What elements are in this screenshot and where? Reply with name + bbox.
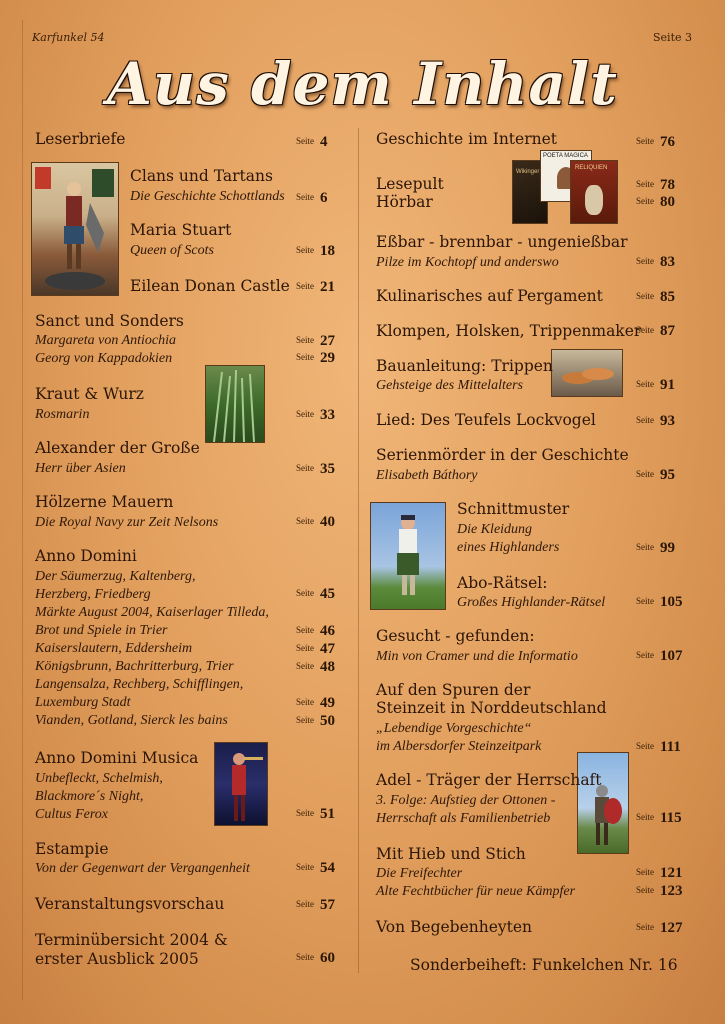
toc-line: Brot und Spiele in Trier [35, 623, 168, 638]
toc-page: Seite 121 [636, 865, 683, 881]
toc-sub-abo-raetsel: Großes Highlander-Rätsel [457, 595, 606, 610]
toc-line: Die Kleidung [457, 522, 533, 537]
rosemary-image [205, 365, 265, 443]
toc-line: Herzberg, Friedberg [35, 587, 151, 602]
toc-page: Seite 46 [296, 623, 335, 639]
toc-page: Seite 47 [296, 641, 335, 657]
page-title: Aus dem Inhalt [107, 50, 618, 118]
toc-title-eilean-donan[interactable]: Eilean Donan Castle [130, 277, 290, 295]
toc-page-kulinarisches: Seite 85 [636, 289, 675, 305]
column-divider [358, 128, 359, 973]
toc-page-clans: Seite 6 [296, 190, 328, 206]
toc-title-kulinarisches[interactable]: Kulinarisches auf Pergament [376, 287, 603, 305]
book-cover-reliquien: RELIQUIEN [570, 160, 618, 224]
toc-title-internet[interactable]: Geschichte im Internet [376, 130, 558, 148]
toc-page: Seite 45 [296, 586, 335, 602]
toc-title-gesucht[interactable]: Gesucht - gefunden: [376, 627, 535, 645]
toc-page-bauanleitung: Seite 91 [636, 377, 675, 393]
toc-sub-essbar: Pilze im Kochtopf und anderswo [376, 255, 559, 270]
trippen-image [551, 349, 623, 397]
toc-page: Seite 50 [296, 713, 335, 729]
toc-line: Georg von Kappadokien [35, 351, 173, 366]
toc-title-leserbriefe[interactable]: Leserbriefe [35, 130, 126, 148]
toc-title-lesepult[interactable]: Lesepult [376, 175, 444, 193]
noble-warrior-image [577, 752, 629, 854]
toc-page: Seite 48 [296, 659, 335, 675]
toc-title-steinzeit[interactable]: Auf den Spuren der [376, 681, 531, 699]
toc-page: Seite 115 [636, 810, 682, 826]
toc-title-terminuebersicht[interactable]: Terminübersicht 2004 & [35, 931, 228, 949]
toc-title-terminuebersicht-2[interactable]: erster Ausblick 2005 [35, 950, 199, 968]
toc-line: Die Freifechter [376, 866, 463, 881]
toc-line: Unbefleckt, Schelmish, [35, 771, 163, 786]
book-cover-wikinger: Wikinger [512, 160, 548, 224]
toc-title-veranstaltungsvorschau[interactable]: Veranstaltungsvorschau [35, 895, 225, 913]
toc-line: „Lebendige Vorgeschichte“ [376, 721, 532, 736]
toc-page-eilean-donan: Seite 21 [296, 279, 335, 295]
toc-line: im Albersdorfer Steinzeitpark [376, 739, 542, 754]
toc-page-gesucht: Seite 107 [636, 648, 683, 664]
toc-page-terminuebersicht: Seite 60 [296, 950, 335, 966]
toc-title-lied[interactable]: Lied: Des Teufels Lockvogel [376, 411, 596, 429]
page-number: Seite 3 [653, 31, 692, 44]
toc-sub-hoelzerne-mauern: Die Royal Navy zur Zeit Nelsons [35, 515, 219, 530]
toc-page: Seite 51 [296, 806, 335, 822]
toc-sub-maria-stuart: Queen of Scots [130, 243, 214, 258]
toc-page: Seite 123 [636, 883, 683, 899]
toc-title-hoerbar[interactable]: Hörbar [376, 193, 433, 211]
toc-title-bauanleitung[interactable]: Bauanleitung: Trippen [376, 357, 553, 375]
toc-page-hoelzerne-mauern: Seite 40 [296, 514, 335, 530]
toc-sub-alexander: Herr über Asien [35, 461, 126, 476]
toc-page-maria-stuart: Seite 18 [296, 243, 335, 259]
toc-page-abo-raetsel: Seite 105 [636, 594, 683, 610]
clan-warrior-image [31, 162, 119, 296]
toc-line: Blackmore´s Night, [35, 789, 144, 804]
toc-sub-clans: Die Geschichte Schottlands [130, 189, 285, 204]
toc-page: Seite 49 [296, 695, 335, 711]
toc-title-adel[interactable]: Adel - Träger der Herrschaft [376, 771, 602, 789]
toc-title-estampie[interactable]: Estampie [35, 840, 109, 858]
toc-line: 3. Folge: Aufstieg der Ottonen - [376, 793, 556, 808]
toc-title-abo-raetsel[interactable]: Abo-Rätsel: [457, 574, 548, 592]
toc-line: Märkte August 2004, Kaiserlager Tilleda, [35, 605, 269, 620]
toc-title-schnittmuster[interactable]: Schnittmuster [457, 500, 570, 518]
toc-page-essbar: Seite 83 [636, 254, 675, 270]
toc-title-hoelzerne-mauern[interactable]: Hölzerne Mauern [35, 493, 174, 511]
toc-sub-bauanleitung: Gehsteige des Mittelalters [376, 378, 523, 393]
toc-line: eines Highlanders [457, 540, 560, 555]
toc-page-estampie: Seite 54 [296, 860, 335, 876]
toc-page: Seite 29 [296, 350, 335, 366]
toc-page: Seite 99 [636, 540, 675, 556]
toc-line: Königsbrunn, Bachritterburg, Trier [35, 659, 234, 674]
toc-page-alexander: Seite 35 [296, 461, 335, 477]
toc-title-essbar[interactable]: Eßbar - brennbar - ungenießbar [376, 233, 628, 251]
toc-line: Alte Fechtbücher für neue Kämpfer [376, 884, 576, 899]
toc-line: Luxemburg Stadt [35, 695, 131, 710]
toc-title-begebenheyten[interactable]: Von Begebenheyten [376, 918, 533, 936]
toc-line: Langensalza, Rechberg, Schifflingen, [35, 677, 244, 692]
toc-line: Kaiserslautern, Eddersheim [35, 641, 193, 656]
toc-title-alexander[interactable]: Alexander der Große [35, 439, 200, 457]
magazine-name: Karfunkel 54 [32, 31, 105, 44]
toc-title-hieb-und-stich[interactable]: Mit Hieb und Stich [376, 845, 526, 863]
toc-line: Vianden, Gotland, Sierck les bains [35, 713, 228, 728]
toc-sub-gesucht: Min von Cramer und die Informatio [376, 649, 578, 664]
toc-page-klompen: Seite 87 [636, 323, 675, 339]
musician-image [214, 742, 268, 826]
toc-sub-kraut: Rosmarin [35, 407, 90, 422]
toc-page-veranstaltungsvorschau: Seite 57 [296, 897, 335, 913]
toc-sub-serienmoerder: Elisabeth Báthory [376, 468, 478, 483]
toc-title-kraut-und-wurz[interactable]: Kraut & Wurz [35, 385, 144, 403]
toc-page-lied: Seite 93 [636, 413, 675, 429]
toc-title-anno-domini[interactable]: Anno Domini [35, 547, 137, 565]
toc-title-serienmoerder[interactable]: Serienmörder in der Geschichte [376, 446, 629, 464]
toc-page-internet: Seite 76 [636, 134, 675, 150]
special-supplement-note: Sonderbeiheft: Funkelchen Nr. 16 [410, 956, 678, 974]
toc-page-serienmoerder: Seite 95 [636, 467, 675, 483]
toc-line: Der Säumerzug, Kaltenberg, [35, 569, 196, 584]
toc-title-steinzeit-2[interactable]: Steinzeit in Norddeutschland [376, 699, 607, 717]
toc-title-anno-domini-musica[interactable]: Anno Domini Musica [35, 749, 199, 767]
toc-title-clans[interactable]: Clans und Tartans [130, 167, 273, 185]
toc-page-lesepult: Seite 78 [636, 177, 675, 193]
toc-page-kraut: Seite 33 [296, 407, 335, 423]
toc-title-sanct-und-sonders[interactable]: Sanct und Sonders [35, 312, 184, 330]
book-cover-poeta-magica: POETA MAGICA [540, 150, 592, 202]
toc-page-hoerbar: Seite 80 [636, 194, 675, 210]
toc-line: Cultus Ferox [35, 807, 108, 822]
margin-line [22, 20, 23, 1000]
toc-page: Seite 111 [636, 739, 681, 755]
toc-page: Seite 27 [296, 333, 335, 349]
toc-page-begebenheyten: Seite 127 [636, 920, 683, 936]
toc-sub-estampie: Von der Gegenwart der Vergangenheit [35, 861, 250, 876]
toc-line: Margareta von Antiochia [35, 333, 177, 348]
highlander-image [370, 502, 446, 610]
toc-line: Herrschaft als Familienbetrieb [376, 811, 551, 826]
toc-title-klompen[interactable]: Klompen, Holsken, Trippenmaker [376, 322, 642, 340]
toc-page-leserbriefe: Seite 4 [296, 134, 328, 150]
toc-title-maria-stuart[interactable]: Maria Stuart [130, 221, 232, 239]
